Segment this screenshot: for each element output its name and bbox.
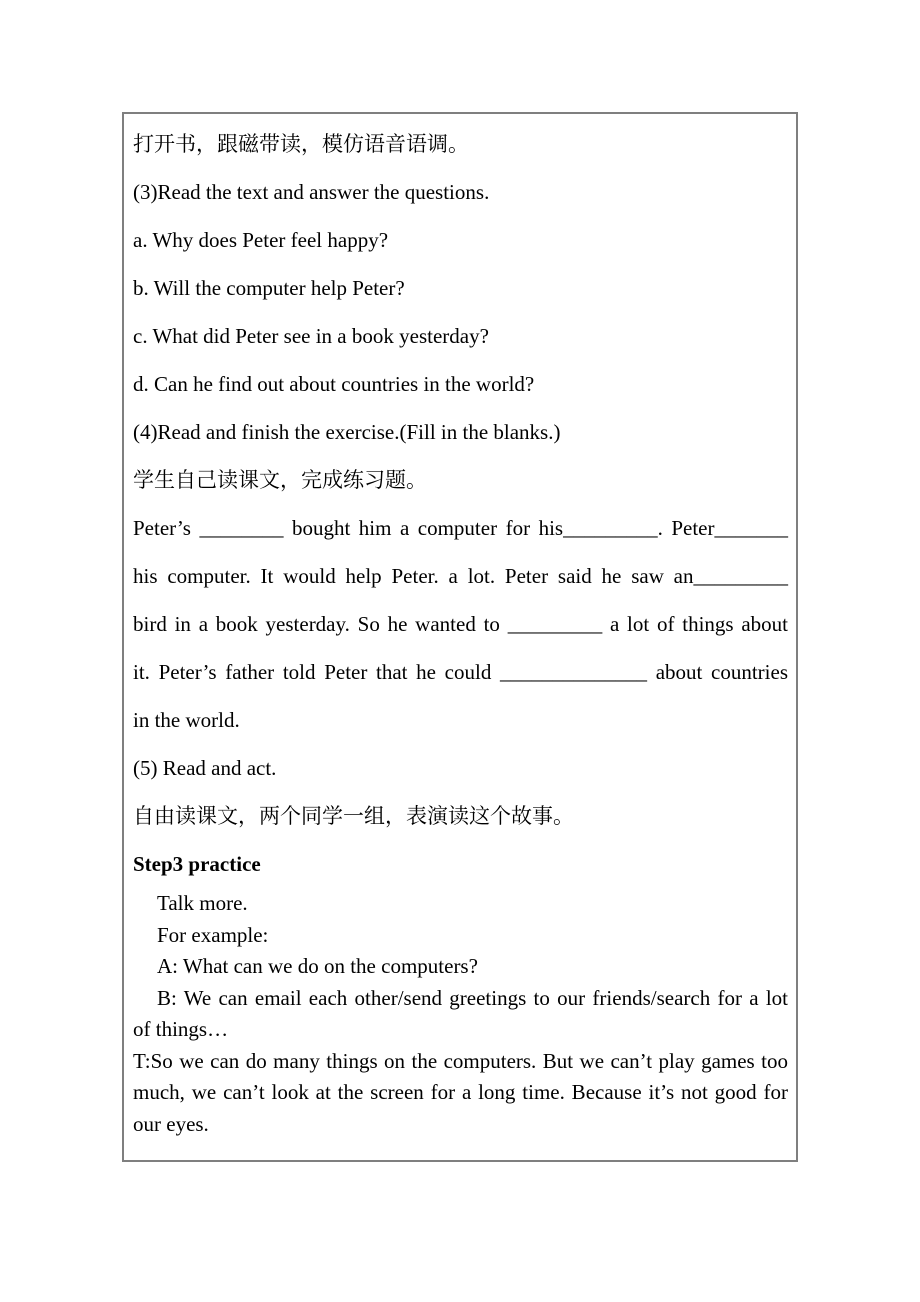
instruction-line-cn-listen: 打开书，跟磁带读，模仿语音语调。 [133,132,469,156]
task-5-heading: (5) Read and act. [133,756,277,780]
for-example-line: For example: [157,922,269,947]
task-3-heading: (3)Read the text and answer the questions. [133,180,490,204]
lesson-plan-cell [122,112,798,1162]
step3-heading: Step3 practice [133,852,261,876]
dialogue-b-line-2: of things… [133,1017,229,1041]
talk-more-line: Talk more. [157,891,248,915]
fill-blanks-line-2: his computer. It would help Peter. a lot. Peter said he saw an_________ [133,564,788,588]
dialogue-b-line-1: B: We can email each other/send greetings to our friends/search for a lot [157,985,788,1010]
teacher-line-3: our eyes. [133,1111,209,1136]
question-a: a. Why does Peter feel happy? [133,228,389,252]
task-4-heading: (4)Read and finish the exercise.(Fill in the blanks.) [133,420,561,444]
question-d: d. Can he find out about countries in the world? [133,372,535,396]
fill-blanks-line-1: Peter’s ________ bought him a computer for his_________. Peter_______ [133,516,788,540]
instruction-line-cn-act: 自由读课文，两个同学一组，表演读这个故事。 [133,804,574,828]
question-b: b. Will the computer help Peter? [133,276,405,300]
teacher-line-2: much, we can’t look at the screen for a long time. Because it’s not good for [133,1080,788,1104]
instruction-line-cn-read: 学生自己读课文，完成练习题。 [133,468,427,492]
fill-blanks-line-5: in the world. [133,708,240,732]
fill-blanks-line-3: bird in a book yesterday. So he wanted to _________ a lot of things about [133,612,788,636]
dialogue-a-line: A: What can we do on the computers? [157,954,478,978]
question-c: c. What did Peter see in a book yesterday? [133,324,489,348]
teacher-line-1: T:So we can do many things on the computers. But we can’t play games too [133,1048,788,1073]
fill-blanks-line-4: it. Peter’s father told Peter that he could ______________ about countries [133,660,788,684]
